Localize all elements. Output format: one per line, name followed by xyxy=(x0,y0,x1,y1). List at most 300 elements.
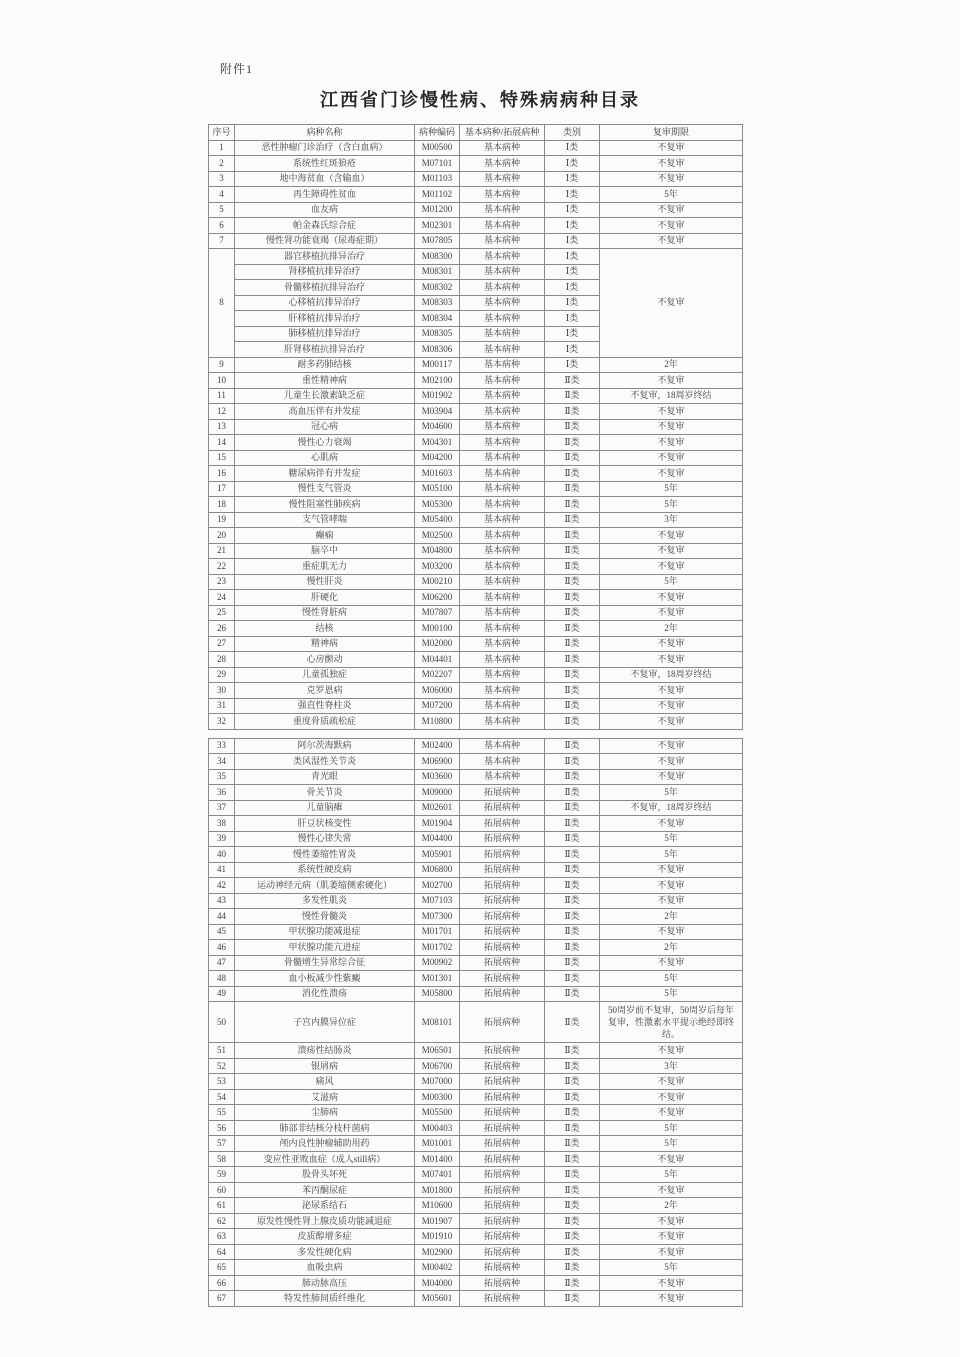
cell-disease-name: 地中海贫血（含输血） xyxy=(235,171,415,187)
cell-disease-type: 拓展病种 xyxy=(460,1058,545,1074)
cell-category: Ⅱ类 xyxy=(545,1058,600,1074)
cell-disease-type: 拓展病种 xyxy=(460,924,545,940)
cell-disease-type: 拓展病种 xyxy=(460,1291,545,1307)
cell-disease-name: 糖尿病伴有并发症 xyxy=(235,466,415,482)
cell-disease-code: M04000 xyxy=(415,1275,460,1291)
cell-disease-code: M00210 xyxy=(415,574,460,590)
cell-disease-type: 基本病种 xyxy=(460,435,545,451)
cell-no: 55 xyxy=(209,1105,235,1121)
table-row xyxy=(209,1291,743,1307)
cell-disease-type: 拓展病种 xyxy=(460,1167,545,1183)
cell-review-period: 5年 xyxy=(600,831,743,847)
cell-no: 28 xyxy=(209,652,235,668)
cell-review-period: 不复审 xyxy=(600,466,743,482)
table-row xyxy=(209,404,743,420)
cell-category: Ⅱ类 xyxy=(545,738,600,754)
cell-review-period: 不复审 xyxy=(600,714,743,730)
cell-review-period: 不复审 xyxy=(600,373,743,389)
table-row xyxy=(209,1002,743,1043)
cell-category: Ⅰ类 xyxy=(545,140,600,156)
cell-no: 47 xyxy=(209,955,235,971)
cell-review-period: 不复审 xyxy=(600,202,743,218)
cell-category: Ⅱ类 xyxy=(545,1120,600,1136)
table-row xyxy=(209,388,743,404)
cell-category: Ⅱ类 xyxy=(545,652,600,668)
cell-no: 18 xyxy=(209,497,235,513)
cell-disease-name: 重症肌无力 xyxy=(235,559,415,575)
cell-disease-code: M06700 xyxy=(415,1058,460,1074)
cell-disease-code: M01001 xyxy=(415,1136,460,1152)
table-row xyxy=(209,1074,743,1090)
cell-no: 44 xyxy=(209,909,235,925)
cell-category: Ⅱ类 xyxy=(545,605,600,621)
cell-review-period: 不复审 xyxy=(600,559,743,575)
cell-disease-code: M03600 xyxy=(415,769,460,785)
table-row xyxy=(209,559,743,575)
table-row xyxy=(209,1151,743,1167)
cell-disease-type: 拓展病种 xyxy=(460,1043,545,1059)
cell-disease-code: M01800 xyxy=(415,1182,460,1198)
cell-review-period: 5年 xyxy=(600,574,743,590)
cell-no: 35 xyxy=(209,769,235,785)
cell-disease-name: 耐多药肺结核 xyxy=(235,357,415,373)
cell-no: 52 xyxy=(209,1058,235,1074)
table-row xyxy=(209,769,743,785)
table-row xyxy=(209,528,743,544)
cell-disease-name: 心肌病 xyxy=(235,450,415,466)
cell-review-period: 不复审 xyxy=(600,419,743,435)
cell-disease-name: 肾移植抗排异治疗 xyxy=(235,264,415,280)
cell-no: 24 xyxy=(209,590,235,606)
cell-no: 5 xyxy=(209,202,235,218)
cell-no: 42 xyxy=(209,878,235,894)
cell-review-period: 不复审 xyxy=(600,1182,743,1198)
cell-category: Ⅱ类 xyxy=(545,1136,600,1152)
header-row xyxy=(209,125,743,141)
table-row xyxy=(209,816,743,832)
cell-category: Ⅱ类 xyxy=(545,528,600,544)
cell-no: 60 xyxy=(209,1182,235,1198)
cell-review-period: 不复审，18周岁终结 xyxy=(600,667,743,683)
cell-disease-type: 基本病种 xyxy=(460,156,545,172)
cell-review-period: 不复审 xyxy=(600,924,743,940)
cell-no: 7 xyxy=(209,233,235,249)
cell-disease-code: M06501 xyxy=(415,1043,460,1059)
cell-category: Ⅰ类 xyxy=(545,311,600,327)
column-header-5: 复审期限 xyxy=(600,125,743,141)
cell-disease-code: M08302 xyxy=(415,280,460,296)
cell-disease-type: 拓展病种 xyxy=(460,1244,545,1260)
table-row xyxy=(209,357,743,373)
cell-review-period: 5年 xyxy=(600,497,743,513)
cell-disease-code: M02100 xyxy=(415,373,460,389)
table-row xyxy=(209,512,743,528)
table-row xyxy=(209,1229,743,1245)
cell-disease-type: 基本病种 xyxy=(460,512,545,528)
cell-no: 23 xyxy=(209,574,235,590)
cell-disease-code: M02400 xyxy=(415,738,460,754)
cell-category: Ⅱ类 xyxy=(545,785,600,801)
cell-disease-type: 基本病种 xyxy=(460,171,545,187)
cell-disease-code: M00500 xyxy=(415,140,460,156)
cell-disease-type: 基本病种 xyxy=(460,636,545,652)
cell-disease-name: 肺动脉高压 xyxy=(235,1275,415,1291)
cell-category: Ⅱ类 xyxy=(545,512,600,528)
table-row xyxy=(209,1182,743,1198)
table-row xyxy=(209,698,743,714)
cell-category: Ⅱ类 xyxy=(545,497,600,513)
cell-disease-name: 甲状腺功能减退症 xyxy=(235,924,415,940)
table-row xyxy=(209,621,743,637)
cell-disease-type: 拓展病种 xyxy=(460,1120,545,1136)
cell-no: 11 xyxy=(209,388,235,404)
cell-review-period: 不复审 xyxy=(600,156,743,172)
cell-disease-type: 基本病种 xyxy=(460,187,545,203)
cell-disease-code: M00902 xyxy=(415,955,460,971)
cell-no: 49 xyxy=(209,986,235,1002)
page-title: 江西省门诊慢性病、特殊病病种目录 xyxy=(320,90,640,110)
cell-category: Ⅱ类 xyxy=(545,800,600,816)
cell-disease-name: 儿童脑瘫 xyxy=(235,800,415,816)
cell-disease-name: 儿童孤独症 xyxy=(235,667,415,683)
cell-disease-code: M01910 xyxy=(415,1229,460,1245)
cell-disease-name: 阿尔茨海默病 xyxy=(235,738,415,754)
table-row xyxy=(209,171,743,187)
cell-disease-type: 基本病种 xyxy=(460,202,545,218)
cell-disease-code: M01907 xyxy=(415,1213,460,1229)
cell-disease-name: 骨关节炎 xyxy=(235,785,415,801)
cell-disease-type: 基本病种 xyxy=(460,404,545,420)
table-row xyxy=(209,202,743,218)
cell-review-period: 3年 xyxy=(600,512,743,528)
cell-disease-type: 拓展病种 xyxy=(460,800,545,816)
cell-disease-code: M06900 xyxy=(415,754,460,770)
column-header-1: 病种名称 xyxy=(235,125,415,141)
cell-disease-name: 帕金森氏综合症 xyxy=(235,218,415,234)
cell-no: 59 xyxy=(209,1167,235,1183)
table-row xyxy=(209,435,743,451)
table-row xyxy=(209,543,743,559)
cell-review-period: 不复审 xyxy=(600,1229,743,1245)
cell-disease-type: 基本病种 xyxy=(460,559,545,575)
table-row xyxy=(209,652,743,668)
cell-disease-type: 拓展病种 xyxy=(460,1151,545,1167)
cell-disease-code: M01904 xyxy=(415,816,460,832)
cell-review-period: 5年 xyxy=(600,1260,743,1276)
table-row xyxy=(209,754,743,770)
cell-disease-name: 子宫内膜异位症 xyxy=(235,1002,415,1043)
cell-no: 25 xyxy=(209,605,235,621)
cell-no: 43 xyxy=(209,893,235,909)
cell-disease-type: 拓展病种 xyxy=(460,940,545,956)
table-row xyxy=(209,574,743,590)
cell-disease-type: 基本病种 xyxy=(460,497,545,513)
cell-disease-type: 基本病种 xyxy=(460,373,545,389)
cell-no: 10 xyxy=(209,373,235,389)
table-row xyxy=(209,683,743,699)
cell-category: Ⅱ类 xyxy=(545,419,600,435)
cell-category: Ⅱ类 xyxy=(545,1002,600,1043)
cell-category: Ⅱ类 xyxy=(545,1198,600,1214)
cell-category: Ⅱ类 xyxy=(545,559,600,575)
cell-disease-type: 基本病种 xyxy=(460,574,545,590)
cell-disease-code: M00100 xyxy=(415,621,460,637)
table-row xyxy=(209,497,743,513)
cell-category: Ⅱ类 xyxy=(545,986,600,1002)
table-row xyxy=(209,1260,743,1276)
cell-disease-code: M01701 xyxy=(415,924,460,940)
cell-review-period: 不复审 xyxy=(600,878,743,894)
column-header-3: 基本病种/拓展病种 xyxy=(460,125,545,141)
table-row xyxy=(209,924,743,940)
cell-no: 48 xyxy=(209,971,235,987)
table-row xyxy=(209,187,743,203)
table-row xyxy=(209,636,743,652)
table-row xyxy=(209,1198,743,1214)
cell-category: Ⅱ类 xyxy=(545,1043,600,1059)
cell-disease-name: 肺移植抗排异治疗 xyxy=(235,326,415,342)
cell-category: Ⅱ类 xyxy=(545,924,600,940)
cell-disease-code: M00402 xyxy=(415,1260,460,1276)
cell-category: Ⅰ类 xyxy=(545,187,600,203)
cell-review-period: 不复审 xyxy=(600,698,743,714)
table-row xyxy=(209,893,743,909)
cell-disease-name: 克罗恩病 xyxy=(235,683,415,699)
cell-disease-name: 肝豆状核变性 xyxy=(235,816,415,832)
cell-category: Ⅰ类 xyxy=(545,218,600,234)
cell-disease-code: M01102 xyxy=(415,187,460,203)
cell-disease-code: M01103 xyxy=(415,171,460,187)
cell-disease-code: M04401 xyxy=(415,652,460,668)
cell-disease-code: M05901 xyxy=(415,847,460,863)
table-row xyxy=(209,1136,743,1152)
cell-category: Ⅱ类 xyxy=(545,971,600,987)
cell-disease-name: 重度骨质疏松症 xyxy=(235,714,415,730)
cell-category: Ⅱ类 xyxy=(545,1151,600,1167)
cell-disease-name: 血吸虫病 xyxy=(235,1260,415,1276)
cell-review-period: 不复审 xyxy=(600,543,743,559)
cell-no: 17 xyxy=(209,481,235,497)
cell-disease-name: 心移植抗排异治疗 xyxy=(235,295,415,311)
cell-disease-code: M04200 xyxy=(415,450,460,466)
cell-disease-name: 苯丙酮尿症 xyxy=(235,1182,415,1198)
cell-disease-type: 拓展病种 xyxy=(460,1002,545,1043)
cell-category: Ⅱ类 xyxy=(545,388,600,404)
cell-disease-code: M06000 xyxy=(415,683,460,699)
disease-catalog-table-part-1 xyxy=(208,124,743,730)
cell-disease-code: M08306 xyxy=(415,342,460,358)
cell-no: 37 xyxy=(209,800,235,816)
cell-disease-type: 拓展病种 xyxy=(460,986,545,1002)
cell-disease-code: M10600 xyxy=(415,1198,460,1214)
cell-disease-name: 慢性肝炎 xyxy=(235,574,415,590)
cell-disease-name: 血友病 xyxy=(235,202,415,218)
table-row xyxy=(209,419,743,435)
cell-no: 65 xyxy=(209,1260,235,1276)
cell-review-period: 不复审 xyxy=(600,769,743,785)
cell-category: Ⅱ类 xyxy=(545,481,600,497)
cell-disease-code: M00300 xyxy=(415,1089,460,1105)
cell-disease-type: 基本病种 xyxy=(460,419,545,435)
cell-disease-type: 基本病种 xyxy=(460,450,545,466)
cell-disease-name: 颅内良性肿瘤辅助用药 xyxy=(235,1136,415,1152)
cell-no: 53 xyxy=(209,1074,235,1090)
cell-review-period: 不复审 xyxy=(600,1291,743,1307)
cell-disease-name: 慢性肾脏病 xyxy=(235,605,415,621)
cell-disease-name: 股骨头坏死 xyxy=(235,1167,415,1183)
cell-disease-code: M05300 xyxy=(415,497,460,513)
cell-disease-code: M03904 xyxy=(415,404,460,420)
cell-disease-name: 艾滋病 xyxy=(235,1089,415,1105)
cell-disease-name: 骨髓移植抗排异治疗 xyxy=(235,280,415,296)
table-row xyxy=(209,714,743,730)
cell-no: 50 xyxy=(209,1002,235,1043)
table-row xyxy=(209,800,743,816)
cell-category: Ⅱ类 xyxy=(545,1244,600,1260)
table-row xyxy=(209,1275,743,1291)
cell-disease-type: 基本病种 xyxy=(460,667,545,683)
cell-category: Ⅰ类 xyxy=(545,264,600,280)
cell-review-period: 不复审 xyxy=(600,435,743,451)
cell-disease-type: 拓展病种 xyxy=(460,816,545,832)
cell-no: 54 xyxy=(209,1089,235,1105)
cell-category: Ⅱ类 xyxy=(545,1229,600,1245)
cell-review-period: 不复审 xyxy=(600,528,743,544)
cell-review-period: 2年 xyxy=(600,621,743,637)
cell-no: 46 xyxy=(209,940,235,956)
cell-no: 4 xyxy=(209,187,235,203)
cell-disease-name: 再生障碍性贫血 xyxy=(235,187,415,203)
cell-no: 51 xyxy=(209,1043,235,1059)
cell-no: 40 xyxy=(209,847,235,863)
cell-review-period: 不复审 xyxy=(600,683,743,699)
column-header-0: 序号 xyxy=(209,125,235,141)
cell-category: Ⅱ类 xyxy=(545,574,600,590)
cell-disease-code: M02207 xyxy=(415,667,460,683)
cell-disease-type: 拓展病种 xyxy=(460,971,545,987)
cell-no: 15 xyxy=(209,450,235,466)
cell-disease-type: 拓展病种 xyxy=(460,1074,545,1090)
cell-disease-type: 基本病种 xyxy=(460,605,545,621)
cell-disease-type: 基本病种 xyxy=(460,769,545,785)
cell-disease-type: 拓展病种 xyxy=(460,1105,545,1121)
cell-no: 58 xyxy=(209,1151,235,1167)
cell-no: 56 xyxy=(209,1120,235,1136)
cell-category: Ⅱ类 xyxy=(545,1291,600,1307)
cell-category: Ⅱ类 xyxy=(545,754,600,770)
cell-disease-code: M07401 xyxy=(415,1167,460,1183)
cell-disease-name: 恶性肿瘤门诊治疗（含白血病） xyxy=(235,140,415,156)
cell-category: Ⅱ类 xyxy=(545,435,600,451)
cell-disease-name: 系统性红斑狼疮 xyxy=(235,156,415,172)
cell-review-period: 50周岁前不复审，50周岁后每年复审，性激素水平提示绝经即终结。 xyxy=(600,1002,743,1043)
cell-category: Ⅱ类 xyxy=(545,862,600,878)
table-row xyxy=(209,450,743,466)
cell-no: 3 xyxy=(209,171,235,187)
cell-no: 33 xyxy=(209,738,235,754)
cell-review-period: 不复审 xyxy=(600,233,743,249)
cell-disease-code: M01902 xyxy=(415,388,460,404)
attachment-label: 附件1 xyxy=(220,62,254,76)
cell-disease-type: 基本病种 xyxy=(460,698,545,714)
table-row xyxy=(209,373,743,389)
cell-category: Ⅱ类 xyxy=(545,955,600,971)
cell-disease-code: M01301 xyxy=(415,971,460,987)
cell-review-period: 不复审 xyxy=(600,1089,743,1105)
table-row xyxy=(209,878,743,894)
cell-disease-code: M08300 xyxy=(415,249,460,265)
cell-disease-type: 拓展病种 xyxy=(460,785,545,801)
cell-disease-name: 多发性硬化病 xyxy=(235,1244,415,1260)
table-row xyxy=(209,1244,743,1260)
cell-disease-type: 基本病种 xyxy=(460,357,545,373)
cell-category: Ⅱ类 xyxy=(545,1213,600,1229)
cell-disease-type: 拓展病种 xyxy=(460,1275,545,1291)
cell-no: 19 xyxy=(209,512,235,528)
cell-category: Ⅱ类 xyxy=(545,909,600,925)
table-row xyxy=(209,738,743,754)
cell-disease-code: M00403 xyxy=(415,1120,460,1136)
cell-disease-name: 儿童生长激素缺乏症 xyxy=(235,388,415,404)
cell-disease-code: M07300 xyxy=(415,909,460,925)
cell-category: Ⅱ类 xyxy=(545,1167,600,1183)
cell-category: Ⅱ类 xyxy=(545,847,600,863)
cell-category: Ⅱ类 xyxy=(545,1105,600,1121)
cell-disease-code: M07200 xyxy=(415,698,460,714)
cell-category: Ⅰ类 xyxy=(545,326,600,342)
cell-disease-code: M02900 xyxy=(415,1244,460,1260)
cell-disease-code: M02700 xyxy=(415,878,460,894)
cell-no: 36 xyxy=(209,785,235,801)
table-row xyxy=(209,986,743,1002)
cell-disease-type: 基本病种 xyxy=(460,326,545,342)
cell-disease-name: 慢性心力衰竭 xyxy=(235,435,415,451)
cell-category: Ⅱ类 xyxy=(545,450,600,466)
table-row xyxy=(209,1105,743,1121)
cell-category: Ⅱ类 xyxy=(545,404,600,420)
cell-disease-type: 拓展病种 xyxy=(460,1089,545,1105)
table-row xyxy=(209,785,743,801)
cell-no: 31 xyxy=(209,698,235,714)
cell-category: Ⅰ类 xyxy=(545,295,600,311)
cell-disease-code: M04800 xyxy=(415,543,460,559)
table-row xyxy=(209,249,743,265)
cell-review-period: 不复审 xyxy=(600,754,743,770)
cell-category: Ⅱ类 xyxy=(545,466,600,482)
cell-review-period: 2年 xyxy=(600,1198,743,1214)
cell-disease-code: M05100 xyxy=(415,481,460,497)
disease-catalog-table-wrap xyxy=(208,124,742,1307)
cell-disease-type: 拓展病种 xyxy=(460,831,545,847)
cell-review-period: 不复审 xyxy=(600,1074,743,1090)
cell-review-period: 不复审 xyxy=(600,605,743,621)
cell-disease-name: 类风湿性关节炎 xyxy=(235,754,415,770)
cell-category: Ⅱ类 xyxy=(545,698,600,714)
cell-disease-type: 基本病种 xyxy=(460,621,545,637)
cell-disease-type: 基本病种 xyxy=(460,295,545,311)
cell-disease-code: M01200 xyxy=(415,202,460,218)
cell-disease-name: 肝移植抗排异治疗 xyxy=(235,311,415,327)
cell-no: 30 xyxy=(209,683,235,699)
cell-disease-name: 高血压伴有并发症 xyxy=(235,404,415,420)
cell-review-period: 不复审 xyxy=(600,816,743,832)
cell-disease-type: 基本病种 xyxy=(460,528,545,544)
cell-disease-code: M00117 xyxy=(415,357,460,373)
cell-review-period: 5年 xyxy=(600,187,743,203)
cell-disease-name: 强直性脊柱炎 xyxy=(235,698,415,714)
cell-disease-name: 银屑病 xyxy=(235,1058,415,1074)
cell-no: 57 xyxy=(209,1136,235,1152)
